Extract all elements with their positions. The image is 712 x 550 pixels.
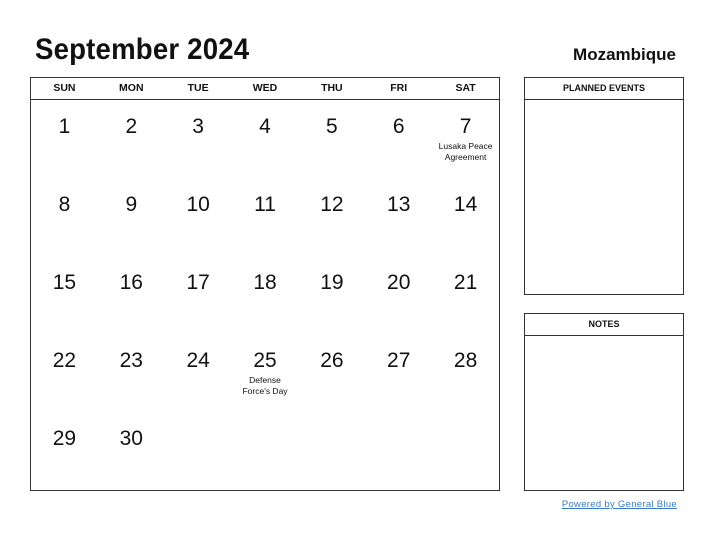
dow-sat: SAT — [455, 82, 476, 94]
day-cell — [31, 334, 98, 412]
day-cell — [98, 334, 165, 412]
day-number: 3 — [192, 115, 204, 138]
day-number: 15 — [52, 271, 77, 294]
country-label: Mozambique — [573, 45, 676, 64]
calendar-week — [31, 412, 499, 490]
day-number: 18 — [253, 271, 277, 294]
day-number: 9 — [125, 193, 138, 216]
day-number: 28 — [453, 349, 478, 372]
day-number: 13 — [387, 193, 411, 216]
day-number: 5 — [326, 115, 338, 138]
day-cell — [365, 334, 432, 412]
day-number: 22 — [52, 349, 77, 372]
day-number: 25 — [253, 349, 277, 372]
day-number: 20 — [387, 271, 411, 294]
calendar-week — [31, 334, 499, 412]
day-cell — [165, 412, 232, 490]
day-number: 30 — [119, 427, 143, 450]
dow-fri: FRI — [390, 82, 408, 94]
calendar-week — [31, 100, 499, 178]
day-number: 16 — [119, 271, 143, 294]
day-cell — [432, 412, 499, 490]
day-of-week-header — [31, 78, 499, 100]
day-cell — [365, 178, 432, 256]
day-cell — [232, 412, 299, 490]
day-number: 26 — [320, 349, 344, 372]
day-cell — [298, 178, 365, 256]
calendar-title: September 2024 — [35, 33, 250, 66]
day-number: 29 — [52, 427, 77, 450]
day-number: 8 — [58, 193, 71, 216]
day-number: 17 — [186, 271, 210, 294]
planned-events-panel — [524, 77, 684, 295]
calendar-week — [31, 256, 499, 334]
day-number: 2 — [125, 115, 138, 138]
day-number: 4 — [259, 115, 271, 138]
day-cell — [31, 178, 98, 256]
day-cell — [31, 412, 98, 490]
calendar-week — [31, 178, 499, 256]
day-cell — [365, 100, 432, 178]
calendar-grid — [30, 77, 500, 491]
powered-by-link[interactable]: Powered by General Blue — [561, 499, 677, 510]
day-cell — [98, 100, 165, 178]
day-cell — [298, 334, 365, 412]
day-cell — [98, 256, 165, 334]
holiday-note: Lusaka Peace Agreement — [438, 141, 493, 162]
day-cell — [298, 100, 365, 178]
day-number: 7 — [459, 115, 472, 138]
day-cell — [365, 412, 432, 490]
day-number: 23 — [119, 349, 143, 372]
day-cell — [31, 256, 98, 334]
day-cell — [432, 256, 499, 334]
day-cell — [165, 256, 232, 334]
day-cell — [298, 412, 365, 490]
day-number: 14 — [453, 193, 478, 216]
day-number: 6 — [392, 115, 405, 138]
day-cell — [432, 178, 499, 256]
dow-mon: MON — [119, 82, 144, 94]
day-cell — [232, 256, 299, 334]
day-cell — [232, 334, 299, 412]
day-cell — [365, 256, 432, 334]
holiday-note: Defense Force's Day — [242, 375, 288, 396]
planned-events-heading: PLANNED EVENTS — [525, 78, 683, 100]
day-cell — [232, 178, 299, 256]
day-cell — [165, 100, 232, 178]
day-number: 24 — [186, 349, 210, 372]
day-cell — [31, 100, 98, 178]
calendar-weeks — [31, 100, 499, 490]
day-cell — [98, 412, 165, 490]
dow-thu: THU — [321, 82, 343, 94]
day-cell — [298, 256, 365, 334]
dow-sun: SUN — [53, 82, 76, 94]
day-cell — [165, 178, 232, 256]
day-cell — [165, 334, 232, 412]
notes-panel — [524, 313, 684, 491]
day-cell — [432, 100, 499, 178]
day-cell — [432, 334, 499, 412]
dow-wed: WED — [252, 82, 278, 94]
day-cell — [98, 178, 165, 256]
notes-heading: NOTES — [525, 314, 683, 336]
day-number: 11 — [254, 193, 276, 216]
day-cell — [232, 100, 299, 178]
day-number: 21 — [453, 271, 478, 294]
day-number: 10 — [186, 193, 210, 216]
day-number: 12 — [320, 193, 344, 216]
day-number: 27 — [387, 349, 411, 372]
day-number: 1 — [58, 115, 71, 138]
day-number: 19 — [320, 271, 344, 294]
dow-tue: TUE — [187, 82, 209, 94]
